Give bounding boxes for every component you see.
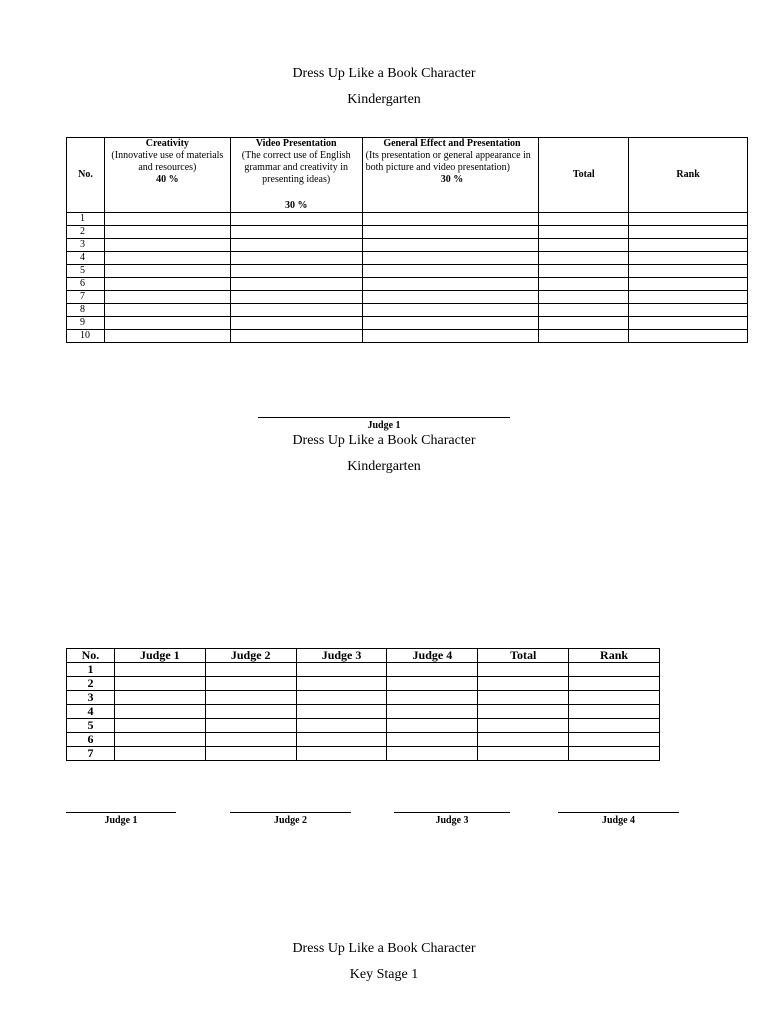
table-row bbox=[67, 691, 660, 705]
header-creativity: Creativity (Innovative use of materials and resources) 40 % bbox=[104, 138, 230, 213]
table-row bbox=[67, 265, 748, 278]
score-cell bbox=[629, 317, 748, 330]
score-cell bbox=[539, 330, 629, 343]
score-cell bbox=[539, 252, 629, 265]
score-cell bbox=[362, 226, 539, 239]
score-cell bbox=[205, 677, 296, 691]
header-no: No. bbox=[67, 138, 105, 213]
header-rank: Rank bbox=[629, 138, 748, 213]
score-cell bbox=[569, 747, 660, 761]
score-cell bbox=[539, 213, 629, 226]
score-cell bbox=[387, 705, 478, 719]
row-number: 3 bbox=[67, 239, 105, 252]
score-cell bbox=[387, 691, 478, 705]
score-cell bbox=[296, 733, 387, 747]
score-cell bbox=[104, 304, 230, 317]
score-cell bbox=[569, 719, 660, 733]
table-row bbox=[67, 291, 748, 304]
row-number: 1 bbox=[67, 213, 105, 226]
score-cell bbox=[478, 691, 569, 705]
header-cell: Judge 1 bbox=[114, 649, 205, 663]
judge-signature-line bbox=[66, 812, 176, 813]
table-row bbox=[67, 239, 748, 252]
score-cell bbox=[296, 663, 387, 677]
row-number: 9 bbox=[67, 317, 105, 330]
score-cell bbox=[478, 663, 569, 677]
score-cell bbox=[205, 691, 296, 705]
score-cell bbox=[478, 747, 569, 761]
score-cell bbox=[296, 719, 387, 733]
criteria-score-table bbox=[66, 137, 748, 343]
header-cell: Judge 2 bbox=[205, 649, 296, 663]
score-cell bbox=[629, 330, 748, 343]
score-cell bbox=[362, 252, 539, 265]
score-cell bbox=[114, 733, 205, 747]
section3-title: Dress Up Like a Book Character bbox=[292, 941, 476, 956]
score-cell bbox=[362, 291, 539, 304]
table-header-row bbox=[67, 138, 748, 213]
section1-subtitle: Kindergarten bbox=[347, 92, 421, 107]
score-cell bbox=[629, 304, 748, 317]
row-number: 7 bbox=[67, 747, 115, 761]
row-number: 2 bbox=[67, 226, 105, 239]
score-cell bbox=[296, 747, 387, 761]
score-cell bbox=[230, 252, 362, 265]
score-cell bbox=[296, 691, 387, 705]
score-cell bbox=[114, 747, 205, 761]
score-cell bbox=[205, 747, 296, 761]
judge-signature-label: Judge 4 bbox=[601, 815, 636, 826]
header-general-effect: General Effect and Presentation (Its presentation or general appearance in both picture and video presentation) 30 % bbox=[362, 138, 539, 213]
score-cell bbox=[205, 705, 296, 719]
score-cell bbox=[629, 265, 748, 278]
table-row bbox=[67, 747, 660, 761]
table-row bbox=[67, 677, 660, 691]
score-cell bbox=[205, 663, 296, 677]
score-cell bbox=[296, 705, 387, 719]
table-row bbox=[67, 719, 660, 733]
row-number: 2 bbox=[67, 677, 115, 691]
score-cell bbox=[114, 691, 205, 705]
section2-title: Dress Up Like a Book Character bbox=[292, 433, 476, 448]
table-row bbox=[67, 278, 748, 291]
score-cell bbox=[629, 226, 748, 239]
header-cell: Total bbox=[478, 649, 569, 663]
score-cell bbox=[629, 239, 748, 252]
score-cell bbox=[539, 265, 629, 278]
row-number: 4 bbox=[67, 705, 115, 719]
score-cell bbox=[230, 213, 362, 226]
table-row bbox=[67, 733, 660, 747]
score-cell bbox=[387, 747, 478, 761]
judge-signature-line bbox=[394, 812, 510, 813]
score-cell bbox=[104, 265, 230, 278]
score-cell bbox=[478, 733, 569, 747]
row-number: 1 bbox=[67, 663, 115, 677]
header-cell: Rank bbox=[569, 649, 660, 663]
score-cell bbox=[114, 663, 205, 677]
score-cell bbox=[230, 278, 362, 291]
score-cell bbox=[230, 265, 362, 278]
score-cell bbox=[478, 705, 569, 719]
score-cell bbox=[539, 304, 629, 317]
score-cell bbox=[230, 304, 362, 317]
score-cell bbox=[362, 330, 539, 343]
score-cell bbox=[104, 252, 230, 265]
score-cell bbox=[629, 291, 748, 304]
score-cell bbox=[569, 733, 660, 747]
score-cell bbox=[387, 719, 478, 733]
score-cell bbox=[569, 677, 660, 691]
score-cell bbox=[569, 663, 660, 677]
header-video-presentation: Video Presentation (The correct use of English grammar and creativity in presenting ideas) 30 % bbox=[230, 138, 362, 213]
row-number: 4 bbox=[67, 252, 105, 265]
score-cell bbox=[230, 226, 362, 239]
score-cell bbox=[104, 330, 230, 343]
score-cell bbox=[104, 278, 230, 291]
score-cell bbox=[104, 317, 230, 330]
judge1-signature-label: Judge 1 bbox=[367, 420, 401, 431]
score-cell bbox=[205, 719, 296, 733]
score-cell bbox=[230, 330, 362, 343]
score-cell bbox=[114, 719, 205, 733]
score-cell bbox=[230, 317, 362, 330]
row-number: 6 bbox=[67, 733, 115, 747]
score-cell bbox=[539, 278, 629, 291]
score-cell bbox=[539, 239, 629, 252]
score-cell bbox=[362, 213, 539, 226]
score-cell bbox=[104, 239, 230, 252]
score-cell bbox=[230, 291, 362, 304]
table-row bbox=[67, 317, 748, 330]
table-row bbox=[67, 705, 660, 719]
table-row bbox=[67, 330, 748, 343]
score-cell bbox=[539, 291, 629, 304]
header-cell: Judge 3 bbox=[296, 649, 387, 663]
score-cell bbox=[478, 677, 569, 691]
judge-signature-label: Judge 3 bbox=[435, 815, 469, 826]
score-cell bbox=[387, 677, 478, 691]
score-cell bbox=[539, 317, 629, 330]
score-cell bbox=[104, 226, 230, 239]
table-row bbox=[67, 226, 748, 239]
row-number: 7 bbox=[67, 291, 105, 304]
table-row bbox=[67, 663, 660, 677]
judge-signature-line bbox=[230, 812, 351, 813]
row-number: 10 bbox=[67, 330, 105, 343]
section3-subtitle: Key Stage 1 bbox=[349, 967, 419, 982]
score-cell bbox=[539, 226, 629, 239]
score-cell bbox=[629, 213, 748, 226]
section1-title: Dress Up Like a Book Character bbox=[292, 66, 476, 81]
row-number: 5 bbox=[67, 265, 105, 278]
score-cell bbox=[104, 291, 230, 304]
score-cell bbox=[387, 663, 478, 677]
judge-signature-label: Judge 2 bbox=[273, 815, 308, 826]
row-number: 8 bbox=[67, 304, 105, 317]
score-cell bbox=[296, 677, 387, 691]
score-cell bbox=[205, 733, 296, 747]
score-cell bbox=[387, 733, 478, 747]
score-cell bbox=[114, 677, 205, 691]
score-cell bbox=[629, 278, 748, 291]
score-cell bbox=[104, 213, 230, 226]
judge-signature-line bbox=[558, 812, 679, 813]
row-number: 3 bbox=[67, 691, 115, 705]
score-cell bbox=[362, 265, 539, 278]
table-header-row bbox=[67, 649, 660, 663]
table-row bbox=[67, 252, 748, 265]
score-cell bbox=[362, 304, 539, 317]
score-cell bbox=[362, 239, 539, 252]
header-cell: Judge 4 bbox=[387, 649, 478, 663]
table-row bbox=[67, 304, 748, 317]
score-cell bbox=[114, 705, 205, 719]
row-number: 6 bbox=[67, 278, 105, 291]
judge1-signature-line bbox=[258, 417, 510, 418]
score-cell bbox=[569, 705, 660, 719]
score-cell bbox=[478, 719, 569, 733]
judges-summary-table bbox=[66, 648, 660, 761]
judge-signature-label: Judge 1 bbox=[104, 815, 138, 826]
score-cell bbox=[629, 252, 748, 265]
score-cell bbox=[569, 691, 660, 705]
row-number: 5 bbox=[67, 719, 115, 733]
section2-subtitle: Kindergarten bbox=[347, 459, 421, 474]
header-total: Total bbox=[539, 138, 629, 213]
score-cell bbox=[362, 278, 539, 291]
score-cell bbox=[230, 239, 362, 252]
score-cell bbox=[362, 317, 539, 330]
header-cell: No. bbox=[67, 649, 115, 663]
table-row bbox=[67, 213, 748, 226]
